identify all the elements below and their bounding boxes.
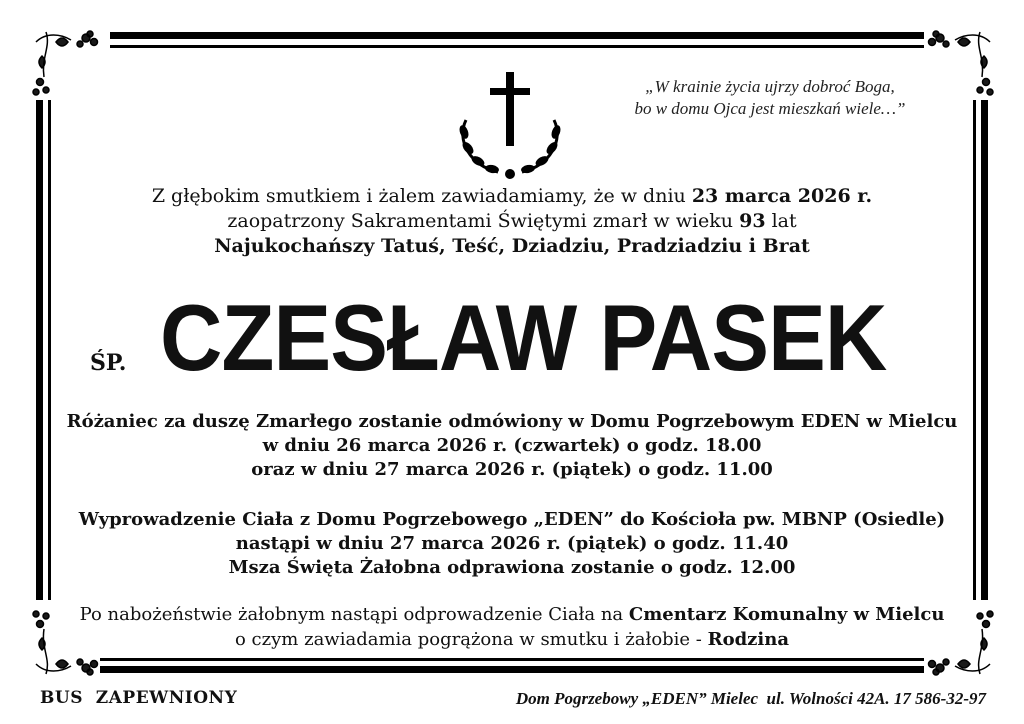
deceased-name-row [90, 285, 990, 390]
cemetery: Cmentarz Komunalny w Mielcu [628, 604, 945, 625]
announcement [0, 184, 1024, 259]
quote-line-2: bo w domu Ojca jest mieszkań wiele…” [634, 99, 906, 118]
announcement-line-3: Najukochańszy Tatuś, Teść, Dziadziu, Pradziadziu i Brat [214, 235, 810, 257]
deceased-name: CZESŁAW PASEK [160, 285, 887, 390]
cross-wreath [448, 70, 572, 182]
announcement-line-1: Z głębokim smutkiem i żalem zawiadamiamy, że w dniu 23 marca 2026 r. [151, 185, 873, 207]
announcement-line-2: zaopatrzony Sakramentami Świętymi zmarł w wieku 93 lat [227, 210, 797, 232]
rosary-line-3: oraz w dniu 27 marca 2026 r. (piątek) o godz. 11.00 [251, 459, 773, 480]
burial-line-1: Po nabożeństwie żałobnym nastąpi odprowadzenie Ciała na Cmentarz Komunalny w Mielcu [79, 604, 945, 625]
frame-bottom-thick [100, 666, 924, 673]
funeral-home-contact: Dom Pogrzebowy „EDEN” Mielec ul. Wolności 42A. 17 586-32-97 [515, 689, 986, 708]
cross-icon [490, 72, 530, 146]
funeral-line-2: nastąpi w dniu 27 marca 2026 r. (piątek) o godz. 11.40 [235, 533, 789, 554]
floral-corner-icon [26, 22, 106, 102]
funeral-line-3: Msza Święta Żałobna odprawiona zostanie o godz. 12.00 [228, 557, 796, 578]
rosary-line-2: w dniu 26 marca 2026 r. (czwartek) o godz. 18.00 [262, 435, 762, 456]
funeral-line-1: Wyprowadzenie Ciała z Domu Pogrzebowego „EDEN” do Kościoła pw. MBNP (Osiedle) [78, 509, 946, 530]
frame-top-thick [110, 32, 924, 39]
name-prefix: ŚP. [90, 350, 127, 376]
rosary-info [0, 410, 1024, 482]
death-date: 23 marca 2026 r. [691, 185, 873, 207]
age: 93 [739, 210, 766, 232]
bus-notice: BUS ZAPEWNIONY [40, 688, 238, 708]
frame-bottom-thin [100, 658, 924, 661]
family: Rodzina [707, 629, 789, 650]
rosary-line-1: Różaniec za duszę Zmarłego zostanie odmówiony w Domu Pogrzebowym EDEN w Mielcu [66, 411, 958, 432]
frame-top-thin [110, 45, 924, 48]
burial-info [0, 602, 1024, 652]
funeral-info [0, 508, 1024, 580]
burial-line-2: o czym zawiadamia pogrążona w smutku i żałobie - Rodzina [235, 629, 789, 650]
quote-line-1: „W krainie życia ujrzy dobroć Boga, [645, 77, 895, 96]
scripture-quote [590, 76, 950, 120]
